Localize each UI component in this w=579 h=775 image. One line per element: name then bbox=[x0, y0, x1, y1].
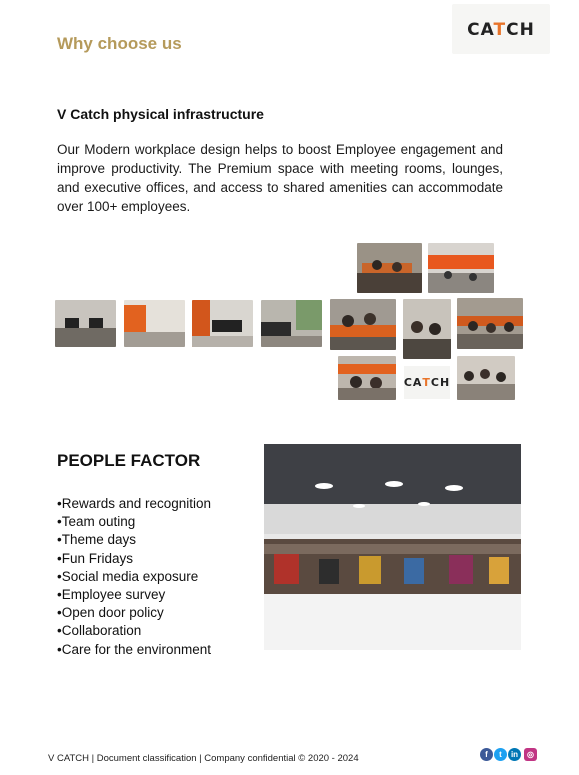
office-photo bbox=[55, 300, 116, 347]
collage-logo: CA T CH bbox=[404, 366, 450, 399]
list-item: •Collaboration bbox=[57, 623, 142, 639]
team-group-photo bbox=[264, 444, 521, 650]
infrastructure-paragraph: Our Modern workplace design helps to boost Employee engagement and improve productivity. The Premium space with meeting rooms, lounges, and executive offices, and access to shared amenities can accommodate over 100+ employees. bbox=[57, 142, 503, 214]
office-photo bbox=[457, 356, 515, 400]
office-photo bbox=[338, 356, 396, 400]
twitter-icon[interactable]: t bbox=[494, 748, 507, 761]
list-item: •Employee survey bbox=[57, 587, 166, 603]
list-item: •Theme days bbox=[57, 532, 137, 548]
list-item: •Fun Fridays bbox=[57, 550, 133, 566]
list-item: •Team outing bbox=[57, 514, 136, 530]
office-photo bbox=[428, 243, 494, 293]
list-item: •Care for the environment bbox=[57, 641, 212, 657]
office-photo bbox=[192, 300, 253, 347]
list-item: •Social media exposure bbox=[57, 568, 199, 584]
linkedin-icon[interactable]: in bbox=[508, 748, 521, 761]
footer-text: V CATCH | Document classification | Company confidential © 2020 - 2024 bbox=[48, 753, 359, 764]
office-photo bbox=[457, 298, 523, 349]
office-photo bbox=[261, 300, 322, 347]
office-photo bbox=[403, 299, 451, 359]
people-factor-list bbox=[57, 495, 211, 659]
infrastructure-title: V Catch physical infrastructure bbox=[57, 106, 264, 122]
logo-text: CATCH bbox=[467, 20, 535, 40]
office-photo bbox=[330, 299, 396, 350]
office-photo bbox=[357, 243, 422, 293]
instagram-icon[interactable]: ◎ bbox=[524, 748, 537, 761]
company-logo bbox=[452, 4, 550, 54]
list-item: •Rewards and recognition bbox=[57, 496, 212, 511]
list-item: •Open door policy bbox=[57, 605, 164, 621]
people-factor-title: PEOPLE FACTOR bbox=[57, 451, 201, 470]
page-heading: Why choose us bbox=[57, 34, 182, 53]
office-photo bbox=[124, 300, 185, 347]
facebook-icon[interactable]: f bbox=[480, 748, 493, 761]
